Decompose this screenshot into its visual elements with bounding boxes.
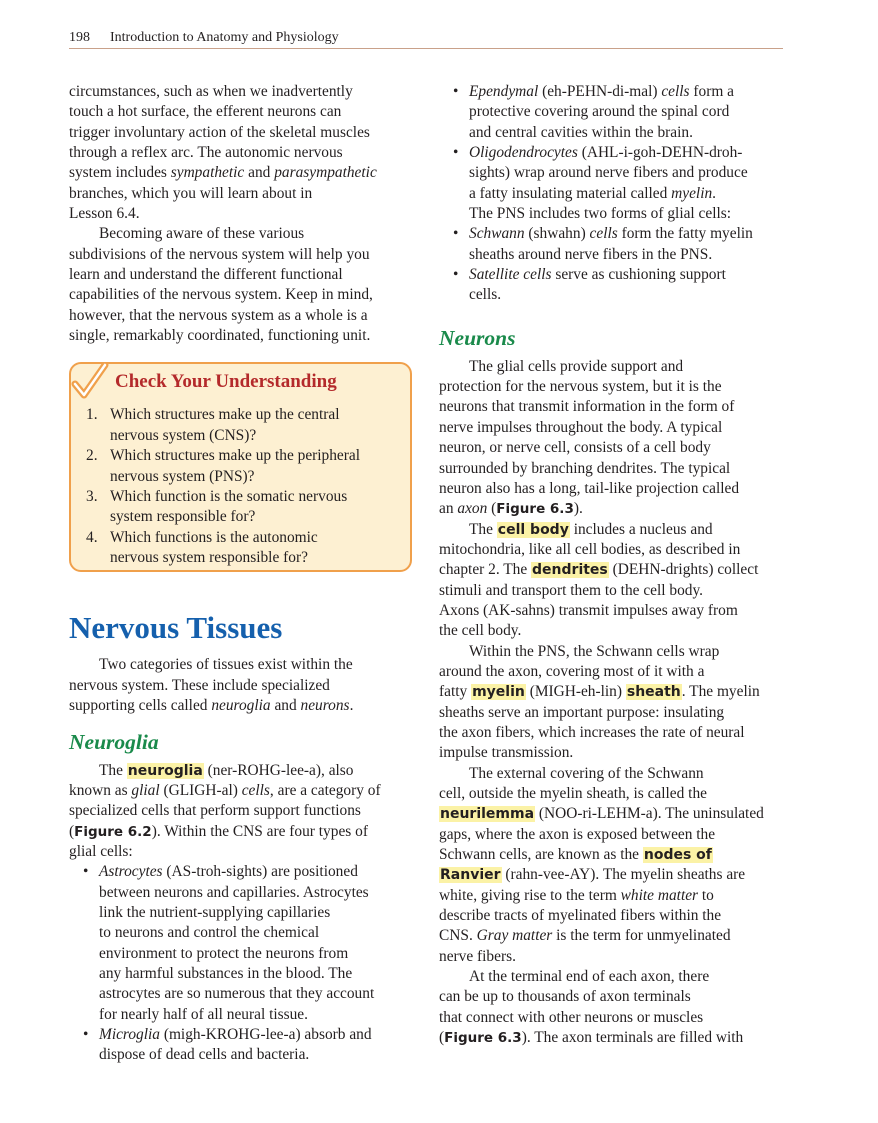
text-line: touch a hot surface, the efferent neurons can [69,103,342,121]
key-term: neurilemma [440,806,535,823]
cyu-title: Check Your Understanding [115,371,337,393]
pns-glial-list [439,224,784,305]
neurilemma-paragraph: The external covering of the Schwann cell, outside the myelin sheath, is called the neurilemma (NOO-ri-LEHM-a). The uninsulated gaps, where the axon is exposed between the Schwann cells, are known as the nodes of Ranvier (rahn-vee-AY). The myelin sheaths are white, giving rise to the term white matter to describe tracts of myelinated fibers within the CNS. Gray matter is the term for unmyelinated nerve fibers. [439,764,764,965]
intro-paragraph [69,82,414,224]
text-line: subdivisions of the nervous system will help you [69,245,370,263]
checkmark-icon [71,362,109,402]
list-item: • Schwann (shwahn) cells form the fatty myelin sheaths around nerve fibers in the PNS. [453,225,753,263]
text-line: The neuroglia (ner-ROHG-lee-a), also [99,761,354,779]
text-line: single, remarkably coordinated, functioning unit. [69,327,371,345]
glial-neurons-paragraph: The glial cells provide support and protection for the nervous system, but it is the neurons that transmit information in the form of nerve impulses throughout the body. A typical neuron, or nerve cell, consists of a cell body surrounded by branching dendrites. The typical neuron also has a long, tail-like projection called an axon (Figure 6.3). [439,357,740,518]
text-line: glial cells: [69,842,133,860]
text-line: trigger involuntary action of the skeletal muscles [69,123,370,141]
pns-intro [439,204,784,224]
key-term: Ranvier [440,867,501,884]
key-term: myelin [472,684,525,701]
list-item: • Oligodendrocytes (AHL-i-goh-DEHN-droh- sights) wrap around nerve fibers and produce a fatty insulating material called myelin. [453,144,748,202]
running-header [69,29,783,49]
key-term: nodes of [643,847,712,864]
list-item: 1. Which structures make up the central nervous system (CNS)? [86,406,340,444]
text-line: capabilities of the nervous system. Keep in mind, [69,286,373,304]
figure-reference[interactable]: Figure 6.3 [444,1030,522,1047]
running-title: Introduction to Anatomy and Physiology [110,30,339,45]
key-term: cell body [497,521,569,538]
cns-glial-list-continued [439,82,784,204]
awareness-paragraph [69,224,414,346]
list-item: • Ependymal (eh-PEHN-di-mal) cells form a protective covering around the spinal cord and central cavities within the brain. [453,83,735,141]
text-line: branches, which you will learn about in [69,184,313,202]
list-item: 2. Which structures make up the peripheral nervous system (PNS)? [86,447,361,485]
myelin-paragraph: Within the PNS, the Schwann cells wrap around the axon, covering most of it with a fatty myelin (MIGH-eh-lin) sheath. The myelin sheaths serve an important purpose: insulating the axon fibers, which increases the rate of neural impulse transmission. [439,642,760,762]
neuroglia-paragraph [69,761,414,863]
check-your-understanding-box [69,362,412,572]
page-number: 198 [69,30,90,45]
right-column [439,82,784,1048]
list-item: 3. Which function is the somatic nervous system responsible for? [86,487,348,526]
text-line: Lesson 6.4. [69,205,140,223]
list-item: 4. Which functions is the autonomic nervous system responsible for? [86,528,318,566]
list-item: • Microglia (migh-KROHG-lee-a) absorb and dispose of dead cells and bacteria. [83,1025,372,1064]
text-line: system includes sympathetic and parasympathetic [69,164,377,182]
text-line: The PNS includes two forms of glial cells: [469,205,732,223]
key-term: dendrites [532,562,608,579]
heading-nervous-tissues: Nervous Tissues [69,610,283,646]
tissues-paragraph [69,655,414,716]
figure-reference[interactable]: Figure 6.3 [496,501,574,518]
text-line: supporting cells called neuroglia and neurons. [69,697,354,715]
key-term: sheath [626,684,681,701]
list-item: • Astrocytes (AS-troh-sights) are positioned between neurons and capillaries. Astrocytes link the nutrient-supplying capillaries to neurons and control the chemical environment to protect the neurons from any harmful substances in the blood. The astrocytes are so numerous that they account for nearly half of all neural tissue. [83,863,375,1023]
cns-glial-list [69,862,414,1065]
cell-body-paragraph: The cell body includes a nucleus and mitochondria, like all cell bodies, as described in chapter 2. The dendrites (DEHN-drights) collect stimuli and transport them to the cell body. Axons (AK-sahns) transmit impulses away from the cell body. [439,520,759,640]
text-line: however, that the nervous system as a whole is a [69,306,368,324]
text-line: circumstances, such as when we inadvertently [69,83,353,100]
text-line: through a reflex arc. The autonomic nervous [69,144,343,162]
heading-neuroglia: Neuroglia [69,729,159,754]
figure-reference[interactable]: Figure 6.2 [74,823,152,840]
text-line: learn and understand the different functional [69,266,343,284]
text-line: specialized cells that perform support functions [69,802,361,820]
text-line: (Figure 6.2). Within the CNS are four types of [69,822,368,840]
left-column [69,82,414,1066]
text-line: Two categories of tissues exist within the [99,656,353,674]
key-term: neuroglia [127,762,203,779]
text-line: nervous system. These include specialized [69,676,330,694]
text-line: known as glial (GLIGH-al) cells, are a category of [69,781,381,799]
axon-terminal-paragraph: At the terminal end of each axon, there can be up to thousands of axon terminals that connect with other neurons or muscles (Figure 6.3). The axon terminals are filled with [439,968,744,1047]
list-item: • Satellite cells serve as cushioning support cells. [453,266,726,304]
cyu-question-list [83,405,408,568]
heading-neurons: Neurons [439,325,516,350]
text-line: Becoming aware of these various [99,225,305,243]
